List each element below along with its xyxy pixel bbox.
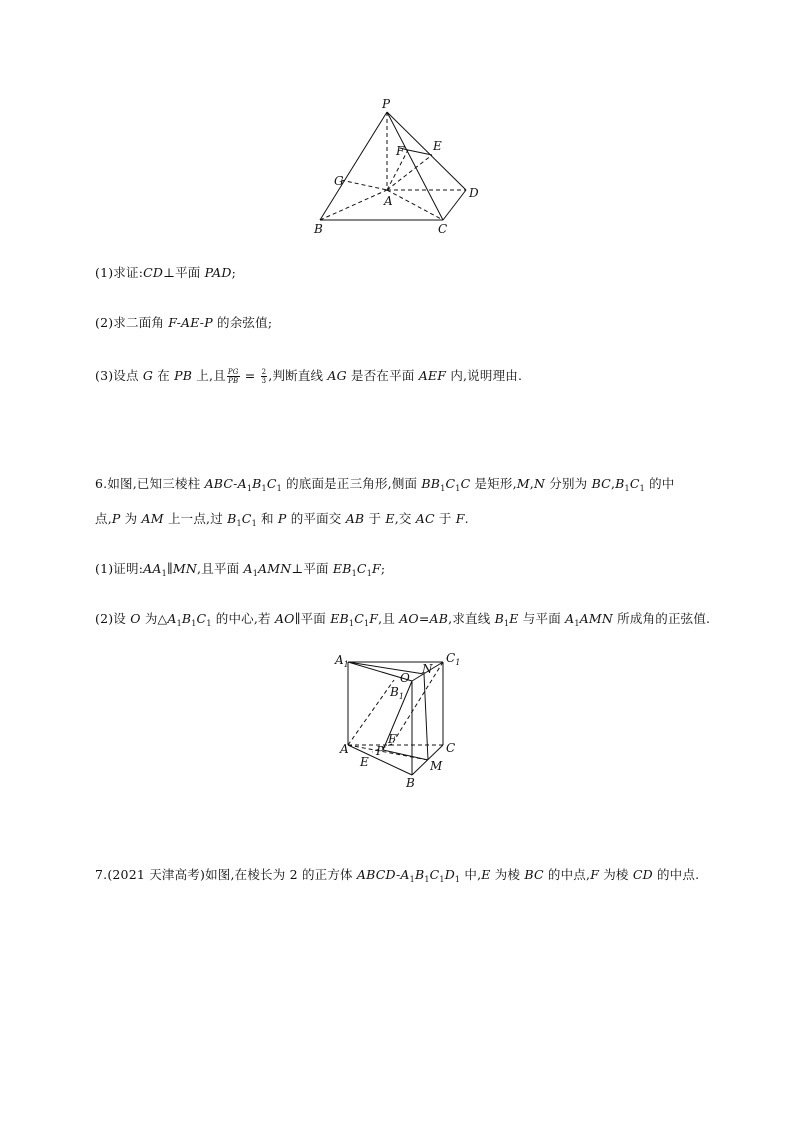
label-A: A bbox=[384, 194, 393, 208]
label-B: B bbox=[314, 222, 323, 236]
q6-part2: (2)设 O 为$\triangle A_1B_1C_1$ 的中心,若 AO∥平面 $EB_1C_1F$,且 AO=AB,求直线 $B_1E$ 与平面 $A_1AMN$ 所成角的正弦值. bbox=[95, 611, 711, 628]
label-P: P bbox=[376, 744, 385, 758]
label-F: F bbox=[388, 732, 397, 746]
q7-line: 7.(2021 天津高考)如图,在棱长为 2 的正方体 ABCD-$A_1B_1C_1D_1$ 中,E 为棱 BC 的中点,F 为棱 CD 的中点. bbox=[95, 867, 700, 884]
label-N: N bbox=[422, 662, 433, 676]
label-G: G bbox=[334, 174, 344, 188]
label-O: O bbox=[400, 671, 410, 685]
label-A: A bbox=[340, 742, 349, 756]
label-C1: $C_1$ bbox=[446, 651, 461, 667]
label-P: P bbox=[382, 97, 391, 111]
q5-part3: (3)设点 G 在 PB 上,且 $\frac{PG}{PB}$ = $\frac{2}{3}$ ,判断直线 AG 是否在平面 AEF 内,说明理由. bbox=[95, 368, 523, 385]
label-C: C bbox=[438, 222, 448, 236]
q5-part1: (1)求证:CD⊥平面 PAD; bbox=[95, 265, 236, 280]
prism-figure bbox=[325, 645, 475, 795]
label-F: F bbox=[396, 144, 405, 158]
label-B1: $B_1$ bbox=[390, 685, 404, 701]
q6-line2: 点,P 为 AM 上一点,过 $B_1C_1$ 和 P 的平面交 AB 于 E,交 AC 于 F. bbox=[95, 511, 469, 528]
label-E: E bbox=[433, 139, 442, 153]
label-A1: $A_1$ bbox=[335, 653, 349, 669]
label-M: M bbox=[430, 759, 443, 773]
label-B: B bbox=[406, 776, 415, 790]
label-D: D bbox=[469, 186, 479, 200]
pyramid-figure bbox=[300, 95, 500, 245]
q6-part1: (1)证明$:AA_1\parallel MN$,且平面 $A_1AMN\perp$平面 $EB_1C_1F$; bbox=[95, 561, 386, 578]
q6-line1: 6.如图,已知三棱柱 ABC-$A_1B_1C_1$ 的底面是正三角形,侧面 $BB_1C_1C$ 是矩形,M,N 分别为 $BC,B_1C_1$ 的中 bbox=[95, 476, 675, 493]
ratio-fraction: $\frac{PG}{PB}$ bbox=[227, 368, 239, 385]
label-C: C bbox=[446, 741, 456, 755]
q5-part2: (2)求二面角 F-AE-P 的余弦值; bbox=[95, 315, 273, 330]
label-E: E bbox=[360, 755, 369, 769]
value-fraction: $\frac{2}{3}$ bbox=[261, 368, 267, 385]
